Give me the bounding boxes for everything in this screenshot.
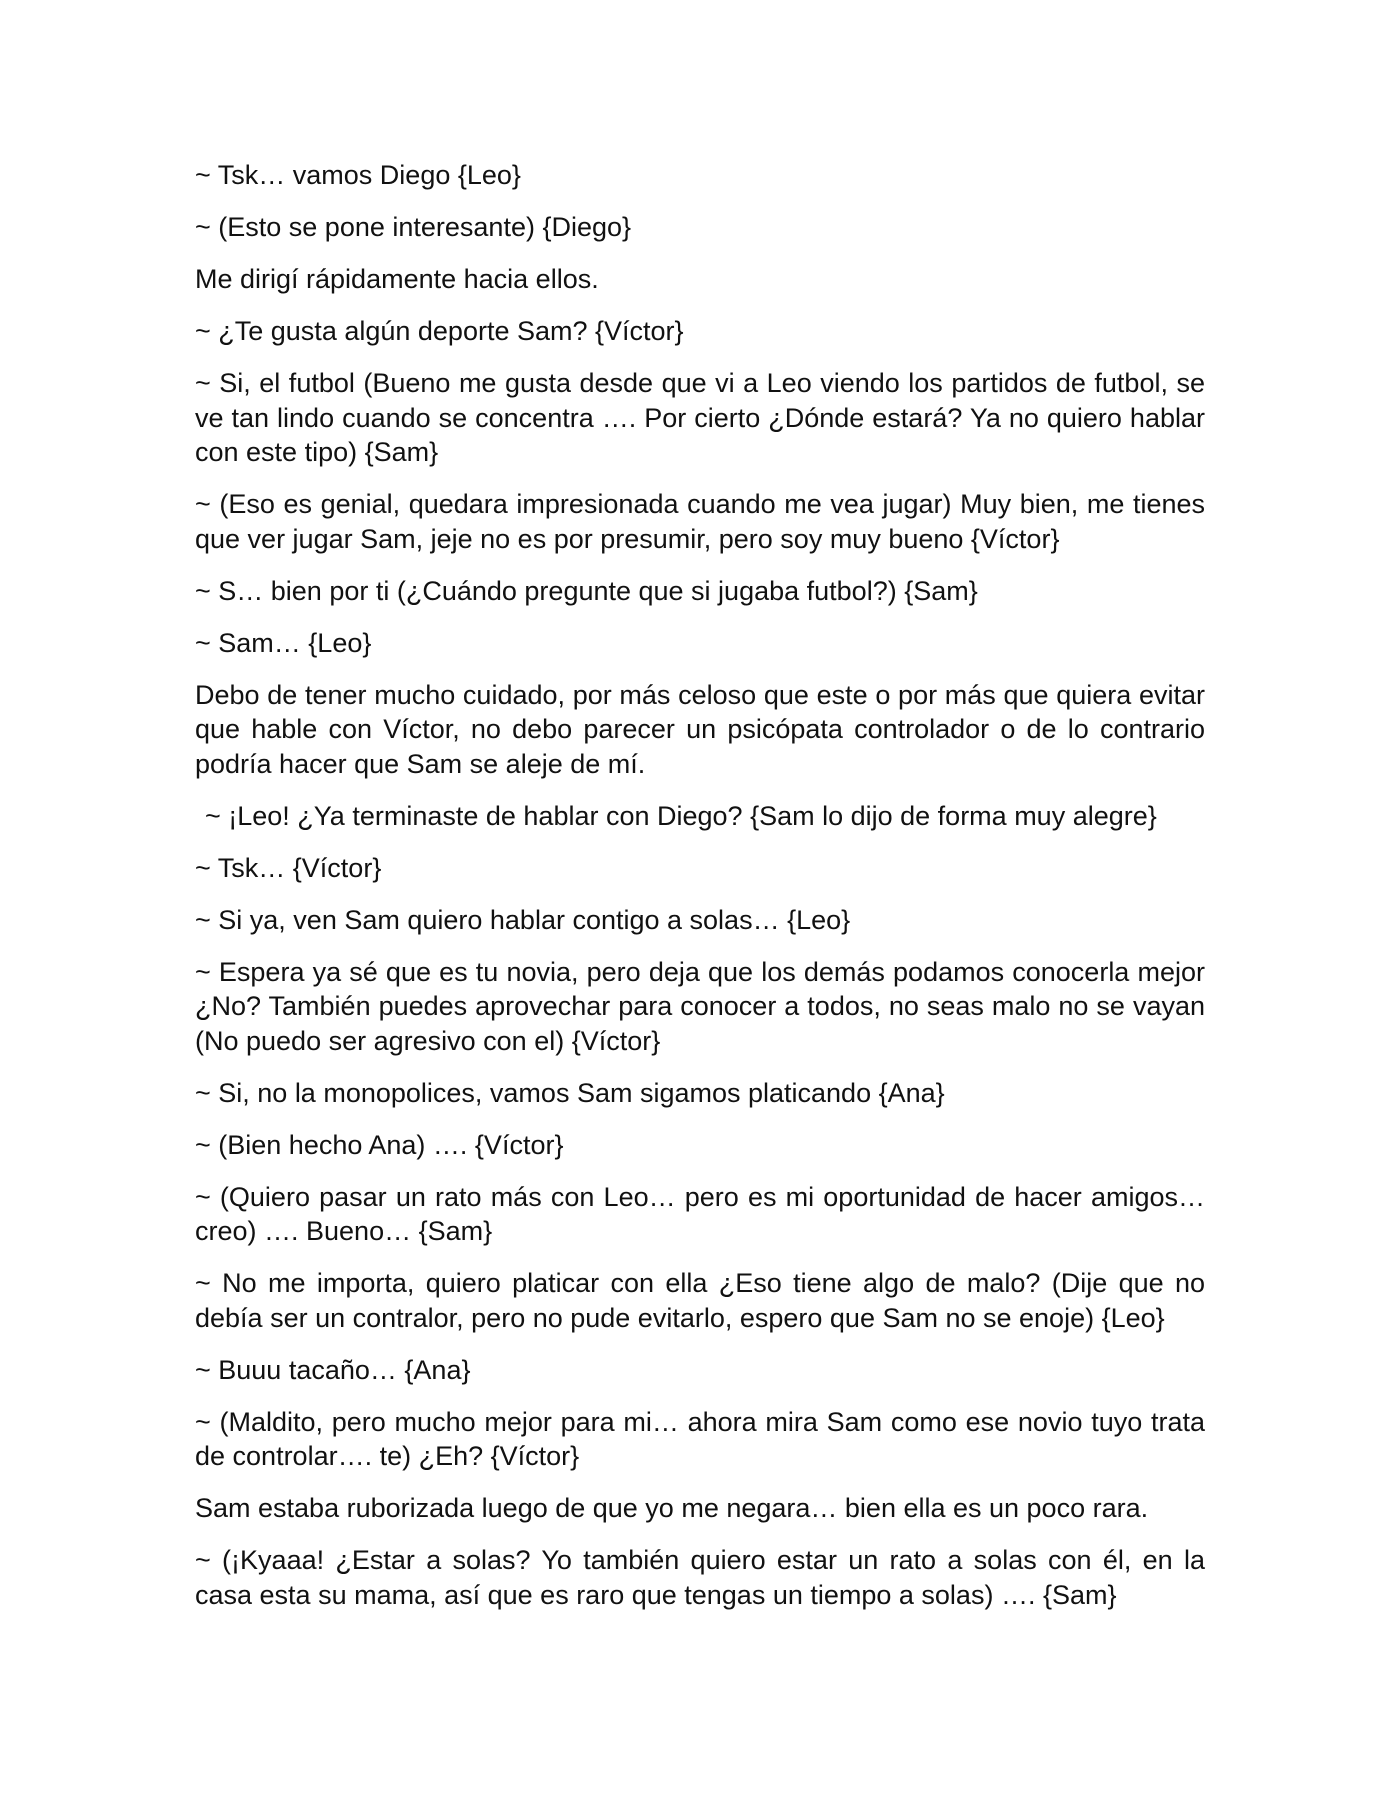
paragraph: ~ ¿Te gusta algún deporte Sam? {Víctor} [195,316,684,346]
paragraph: ~ Sam… {Leo} [195,627,372,658]
paragraph: ~ ¡Leo! ¿Ya terminaste de hablar con Diego? {Sam lo dijo de forma muy alegre} [205,800,1157,831]
paragraph: ~ Tsk… {Víctor} [195,852,382,883]
paragraph: ~ (¡Kyaaa! ¿Estar a solas? Yo también quiero estar un rato a solas con él, en la casa esta su mama, así que es raro que tengas un tiempo a solas) …. {Sam} [195,1545,1205,1610]
paragraph: ~ (Quiero pasar un rato más con Leo… pero es mi oportunidad de hacer amigos… creo) …. Bueno… {Sam} [195,1181,1205,1246]
paragraph: Sam estaba ruborizada luego de que yo me negara… bien ella es un poco rara. [195,1493,1149,1523]
paragraph: ~ (Eso es genial, quedara impresionada cuando me vea jugar) Muy bien, me tienes que ver jugar Sam, jeje no es por presumir, pero soy muy bueno {Víctor} [195,489,1205,554]
paragraph: Me dirigí rápidamente hacia ellos. [195,264,599,294]
paragraph: ~ Si, no la monopolices, vamos Sam sigamos platicando {Ana} [195,1077,945,1108]
paragraph: ~ Si ya, ven Sam quiero hablar contigo a solas… {Leo} [195,904,851,935]
paragraph: ~ Espera ya sé que es tu novia, pero deja que los demás podamos conocerla mejor ¿No? También puedes aprovechar para conocer a todos, no seas malo no se vayan (No puedo ser agresivo con el) {Víctor} [195,956,1205,1056]
paragraph: ~ (Maldito, pero mucho mejor para mi… ahora mira Sam como ese novio tuyo trata de controlar…. te) ¿Eh? {Víctor} [195,1406,1205,1471]
paragraph: Debo de tener mucho cuidado, por más celoso que este o por más que quiera evitar que hable con Víctor, no debo parecer un psicópata controlador o de lo contrario podría hacer que Sam se aleje de mí. [195,679,1205,779]
paragraph: ~ (Bien hecho Ana) …. {Víctor} [195,1129,564,1160]
paragraph: ~ No me importa, quiero platicar con ella ¿Eso tiene algo de malo? (Dije que no debía ser un contralor, pero no pude evitarlo, espero que Sam no se enoje) {Leo} [195,1268,1205,1333]
paragraph: ~ Tsk… vamos Diego {Leo} [195,160,521,190]
paragraph: ~ Buuu tacaño… {Ana} [195,1354,471,1385]
document-body [195,158,1205,1630]
paragraph: ~ S… bien por ti (¿Cuándo pregunte que si jugaba futbol?) {Sam} [195,575,978,606]
paragraph: ~ Si, el futbol (Bueno me gusta desde que vi a Leo viendo los partidos de futbol, se ve tan lindo cuando se concentra …. Por cierto ¿Dónde estará? Ya no quiero hablar con este tipo) {Sam} [195,368,1205,467]
paragraph: ~ (Esto se pone interesante) {Diego} [195,212,632,242]
